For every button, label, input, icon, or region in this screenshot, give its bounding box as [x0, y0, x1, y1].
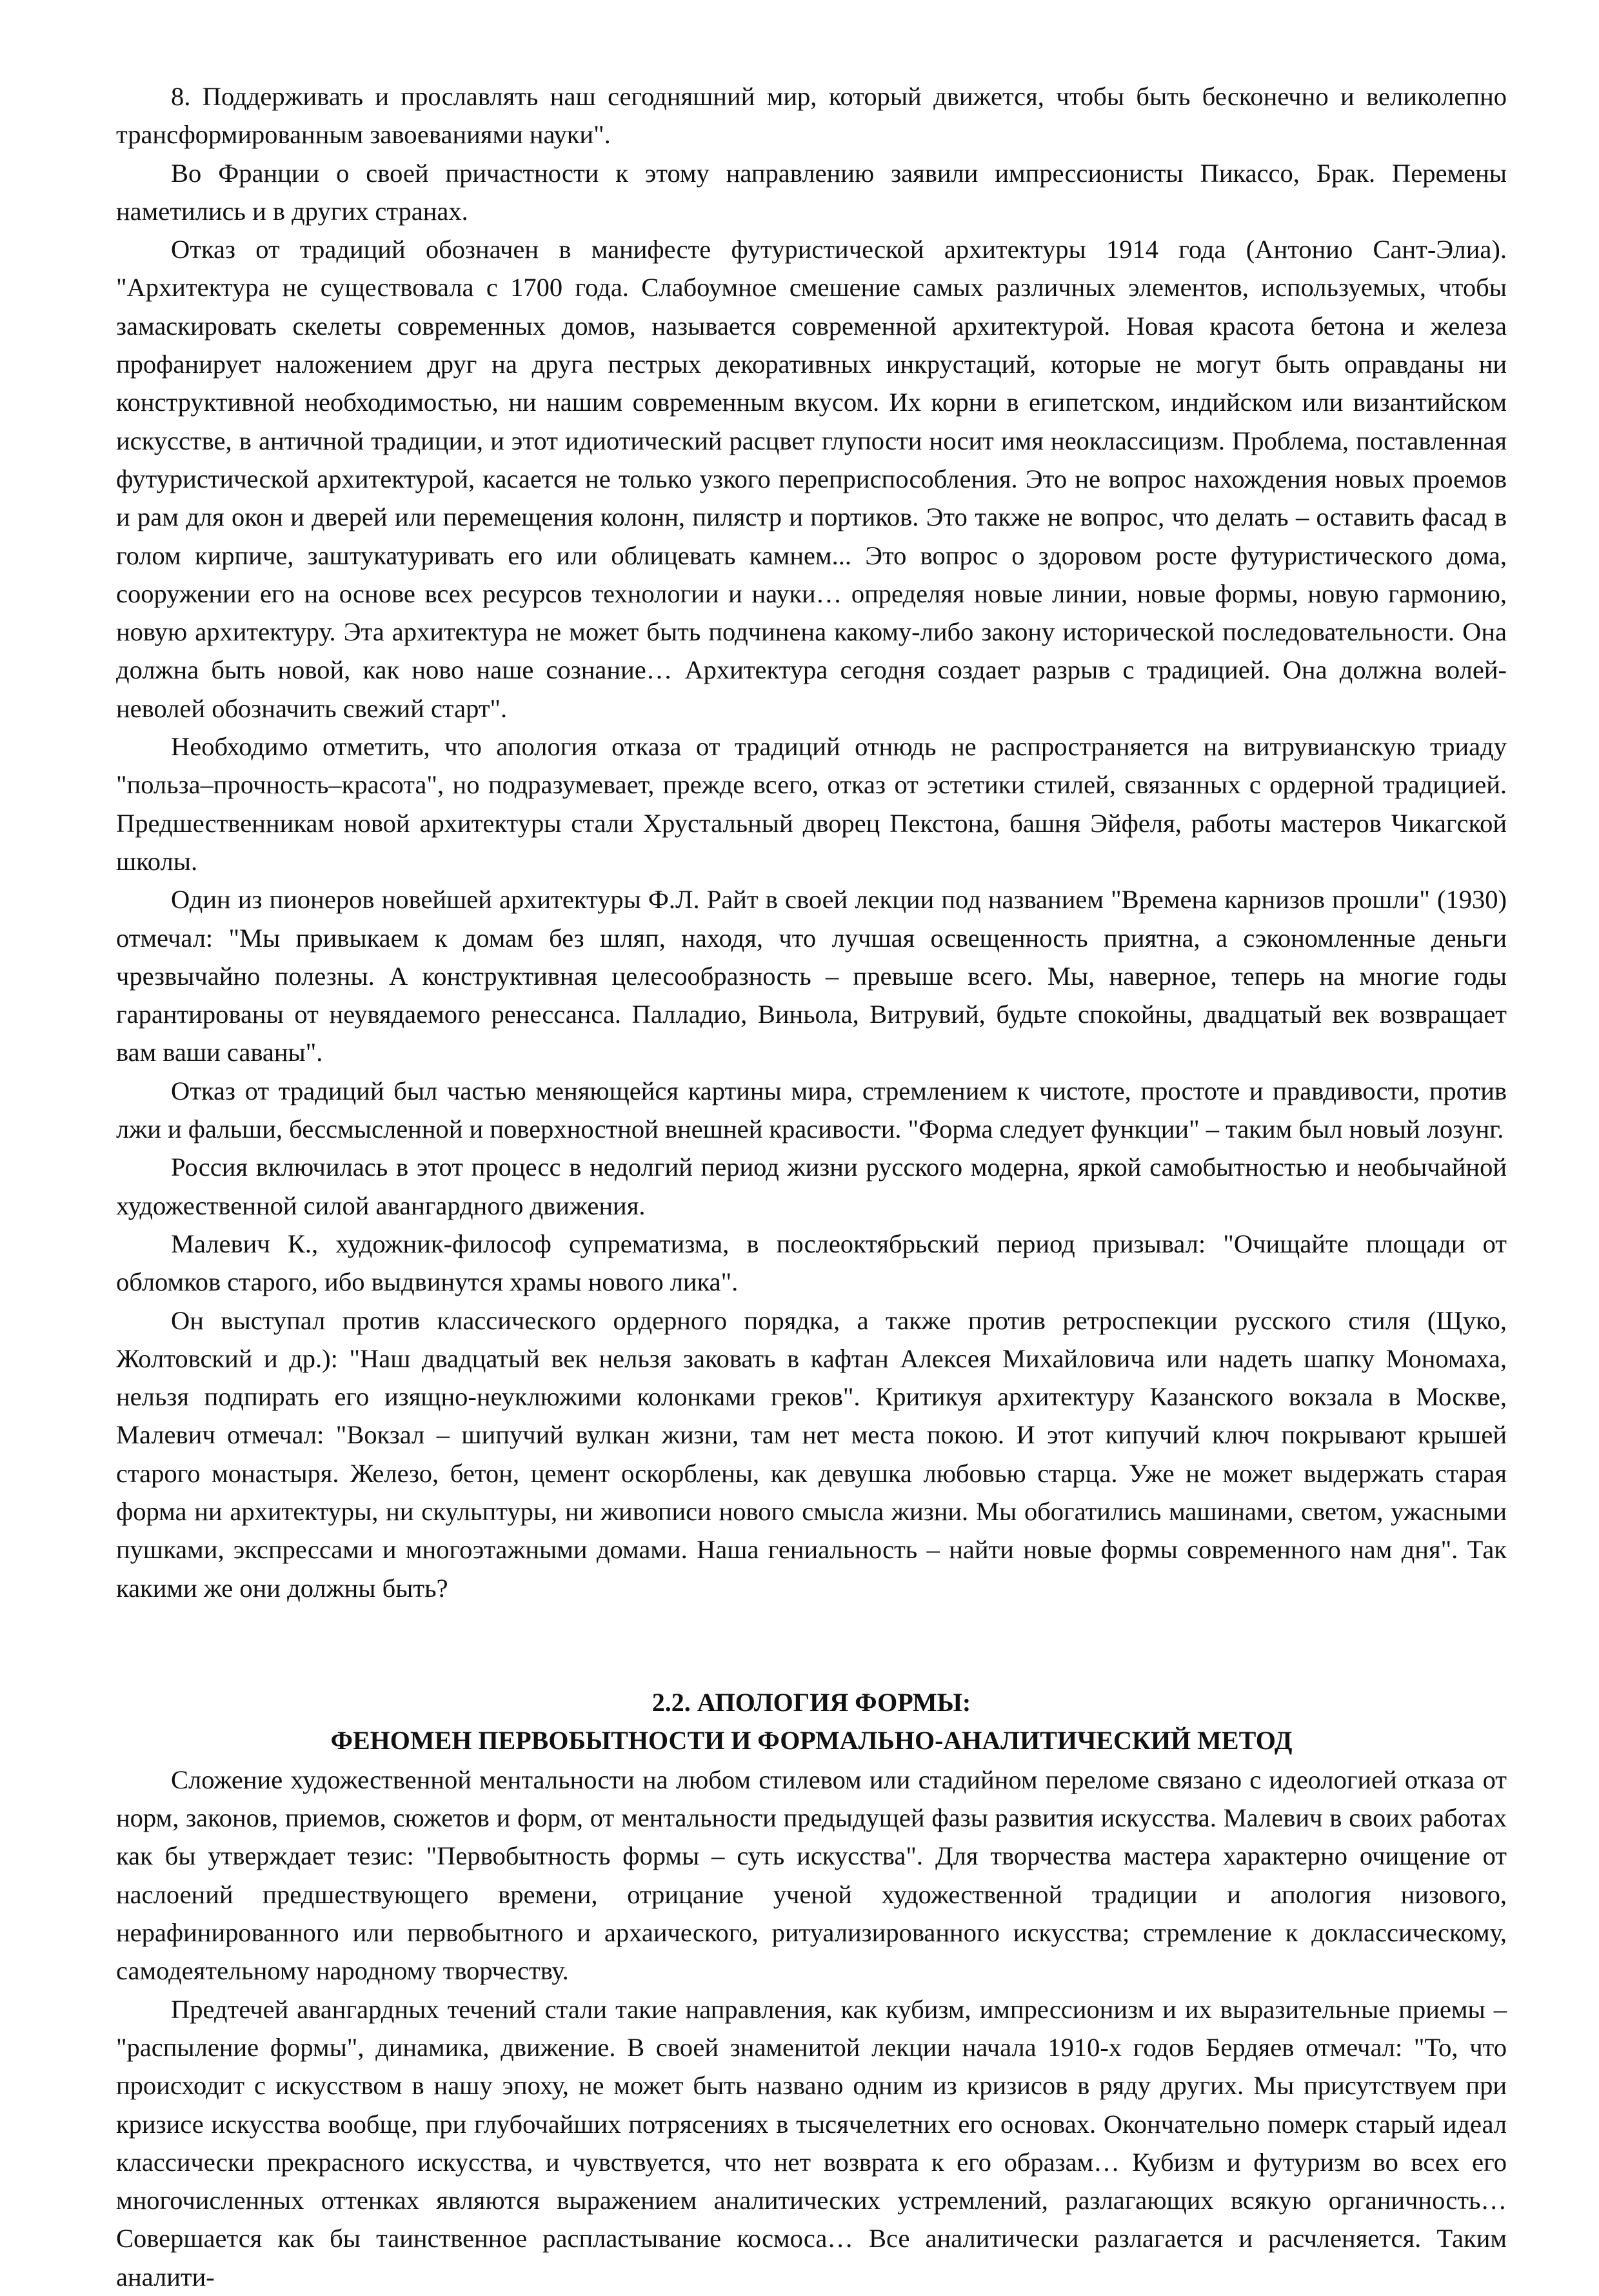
paragraph-russia: Россия включилась в этот процесс в недолгий период жизни русского модерна, яркой самобытностью и необычайной художественной силой авангардного движения.: [116, 1153, 1507, 1220]
paragraph-futurist-manifesto: Отказ от традиций обозначен в манифесте футуристической архитектуры 1914 года (Антонио Сант-Элиа). "Архитектура не существовала с 1700 года. Слабоумное смешение самых различных элементов, используемых, чтобы замаскировать скелеты современных домов, называется современной архитектурой. Новая красота бетона и железа профанирует наложением друг на друга пестрых декоративных инкрустаций, которые не могут быть оправданы ни конструктивной необходимостью, ни нашим современным вкусом. Их корни в египетском, индийском или византийском искусстве, в античной традиции, и этот идиотический расцвет глупости носит имя неоклассицизм. Проблема, поставленная футуристической архитектурой, касается не только узкого переприспособления. Это не вопрос нахождения новых проемов и рам для окон и дверей или перемещения колонн, пилястр и портиков. Это также не вопрос, что делать – оставить фасад в голом кирпиче, заштукатуривать его или облицевать камнем... Это вопрос о здоровом росте футуристического дома, сооружении его на основе всех ресурсов технологии и науки… определяя новые линии, новые формы, новую гармонию, новую архитектуру. Эта архитектура не может быть подчинена какому-либо закону исторической последовательности. Она должна быть новой, как ново наше сознание… Архитектура сегодня создает разрыв с традицией. Она должна волей-неволей обозначить свежий старт".: [116, 235, 1507, 723]
paragraph-malevich-call: Малевич К., художник-философ супрематизма, в послеоктябрьский период призывал: "Очищайте площади от обломков старого, ибо выдвинутся храмы нового лика".: [116, 1229, 1507, 1297]
paragraph-vitruvian-triad: Необходимо отметить, что апология отказа от традиций отнюдь не распространяется на витрувианскую триаду "польза–прочность–красота", но подразумевает, прежде всего, отказ от эстетики стилей, связанных с ордерной традицией. Предшественникам новой архитектуры стали Хрустальный дворец Пекстона, башня Эйфеля, работы мастеров Чикагской школы.: [116, 732, 1507, 876]
section-heading: [116, 1683, 1507, 1759]
section-heading-line1: 2.2. АПОЛОГИЯ ФОРМЫ:: [651, 1687, 971, 1717]
document-page: [116, 77, 1507, 2296]
paragraph-malevich-critique: Он выступал против классического ордерного порядка, а также против ретроспекции русского стиля (Щуко, Жолтовский и др.): "Наш двадцатый век нельзя заковать в кафтан Алексея Михайловича или надеть шапку Мономаха, нельзя подпирать его изящно-неуклюжими колонками греков". Критикуя архитектуру Казанского вокзала в Москве, Малевич отмечал: "Вокзал – шипучий вулкан жизни, там нет места покою. И этот кипучий ключ покрывают крышей старого монастыря. Железо, бетон, цемент оскорблены, как девушка любовью старца. Уже не может выдержать старая форма ни архитектуры, ни скульптуры, ни живописи нового смысла жизни. Мы обогатились машинами, светом, ужасными пушками, экспрессами и многоэтажными домами. Наша гениальность – найти новые формы современного нам дня". Так какими же они должны быть?: [116, 1305, 1507, 1603]
paragraph-france: Во Франции о своей причастности к этому направлению заявили импрессионисты Пикассо, Брак. Перемены наметились и в других странах.: [116, 158, 1507, 226]
paragraph-berdyaev: Предтечей авангардных течений стали такие направления, как кубизм, импрессионизм и их выразительные приемы – "распыление формы", динамика, движение. В своей знаменитой лекции начала 1910-х годов Бердяев отмечал: "То, что происходит с искусством в нашу эпоху, не может быть названо одним из кризисов в ряду других. Мы присутствуем при кризисе искусства вообще, при глубочайших потрясениях в тысячелетних его основах. Окончательно померк старый идеал классически прекрасного искусства, и чувствуется, что нет возврата к его образам… Кубизм и футуризм во всех его многочисленных оттенках являются выражением аналитических устремлений, разлагающих всякую органичность… Совершается как бы таинственное распластывание космоса… Все аналитически разлагается и расчленяется. Таким аналити-: [116, 1994, 1507, 2291]
paragraph-wright: Один из пионеров новейшей архитектуры Ф.Л. Райт в своей лекции под названием "Времена карнизов прошли" (1930) отмечал: "Мы привыкаем к домам без шляп, находя, что лучшая освещенность приятна, а сэкономленные деньги чрезвычайно полезны. А конструктивная целесообразность – превыше всего. Мы, наверное, теперь на многие годы гарантированы от неувядаемого ренессанса. Палладио, Виньола, Витрувий, будьте спокойны, двадцатый век возвращает вам ваши саваны".: [116, 885, 1507, 1067]
paragraph-item-8: 8. Поддерживать и прославлять наш сегодняшний мир, который движется, чтобы быть бесконечно и великолепно трансформированным завоеваниями науки".: [116, 82, 1507, 150]
paragraph-form-follows-function: Отказ от традиций был частью меняющейся картины мира, стремлением к чистоте, простоте и правдивости, против лжи и фальши, бессмысленной и поверхностной внешней красивости. "Форма следует функции" – таким был новый лозунг.: [116, 1076, 1507, 1144]
section-heading-line2: ФЕНОМЕН ПЕРВОБЫТНОСТИ И ФОРМАЛЬНО-АНАЛИТИЧЕСКИЙ МЕТОД: [330, 1725, 1293, 1755]
paragraph-artistic-mentality: Сложение художественной ментальности на любом стилевом или стадийном переломе связано с идеологией отказа от норм, законов, приемов, сюжетов и форм, от ментальности предыдущей фазы развития искусства. Малевич в своих работах как бы утверждает тезис: "Первобытность формы – суть искусства". Для творчества мастера характерно очищение от наслоений предшествующего времени, отрицание ученой художественной традиции и апология низового, нерафинированного или первобытного и архаического, ритуализированного искусства; стремление к доклассическому, самодеятельному народному творчеству.: [116, 1765, 1507, 1986]
